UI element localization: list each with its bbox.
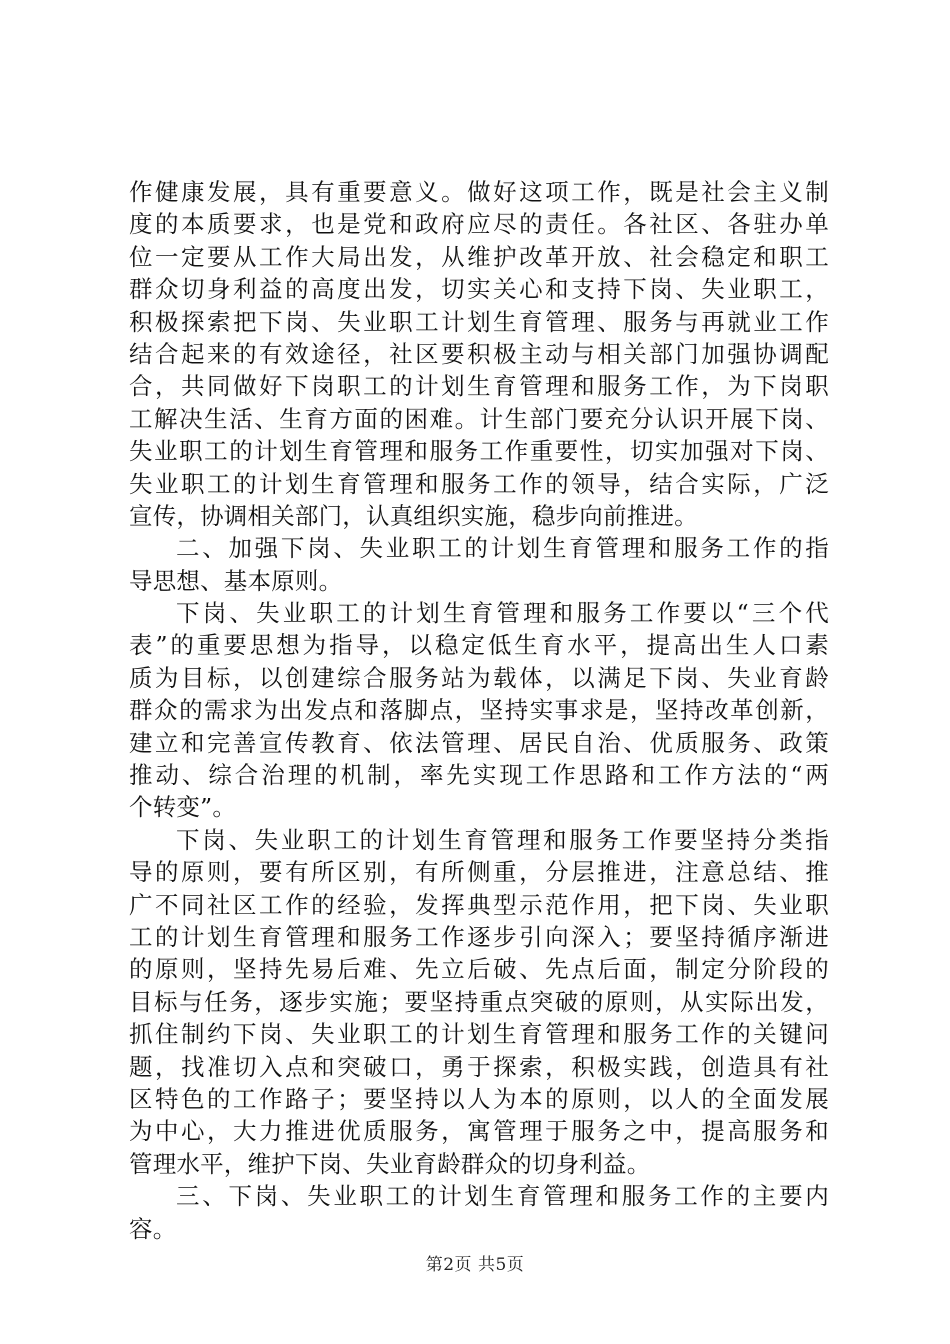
- document-body: [129, 176, 829, 1245]
- page-footer: 第2页 共5页: [425, 1255, 525, 1275]
- text-line: 积极探索把下岗、失业职工计划生育管理、服务与再就业工作: [129, 307, 829, 336]
- text-line: 表”的重要思想为指导，以稳定低生育水平，提高出生人口素: [129, 631, 829, 660]
- text-line: 失业职工的计划生育管理和服务工作的领导，结合实际，广泛: [129, 469, 829, 498]
- text-line: 的原则，坚持先易后难、先立后破、先点后面，制定分阶段的: [129, 955, 829, 984]
- text-line: 个转变”。: [129, 793, 237, 822]
- text-line: 结合起来的有效途径，社区要积极主动与相关部门加强协调配: [129, 339, 829, 368]
- text-line: 工解决生活、生育方面的困难。计生部门要充分认识开展下岗、: [129, 404, 829, 433]
- text-line: 抓住制约下岗、失业职工的计划生育管理和服务工作的关键问: [129, 1020, 829, 1049]
- text-line: 群众切身利益的高度出发，切实关心和支持下岗、失业职工，: [129, 275, 829, 304]
- text-line: 下岗、失业职工的计划生育管理和服务工作要以“三个代: [176, 599, 829, 628]
- text-line: 作健康发展，具有重要意义。做好这项工作，既是社会主义制: [129, 178, 829, 206]
- text-line: 推动、综合治理的机制，率先实现工作思路和工作方法的“两: [129, 761, 829, 790]
- paragraph: [129, 597, 829, 824]
- text-line: 下岗、失业职工的计划生育管理和服务工作要坚持分类指: [176, 825, 829, 854]
- text-line: 导思想、基本原则。: [129, 566, 343, 595]
- paragraph: [129, 532, 829, 597]
- text-line: 质为目标，以创建综合服务站为载体，以满足下岗、失业育龄: [129, 663, 829, 692]
- text-line: 区特色的工作路子；要坚持以人为本的原则，以人的全面发展: [129, 1084, 829, 1113]
- text-line: 群众的需求为出发点和落脚点，坚持实事求是，坚持改革创新，: [129, 696, 829, 725]
- text-line: 二、加强下岗、失业职工的计划生育管理和服务工作的指: [176, 534, 829, 563]
- text-line: 广不同社区工作的经验，发挥典型示范作用，把下岗、失业职: [129, 890, 829, 919]
- text-line: 管理水平，维护下岗、失业育龄群众的切身利益。: [129, 1149, 651, 1178]
- text-line: 宣传，协调相关部门，认真组织实施，稳步向前推进。: [129, 501, 698, 530]
- paragraph: [129, 176, 829, 532]
- text-line: 度的本质要求，也是党和政府应尽的责任。各社区、各驻办单: [129, 210, 829, 239]
- paragraph: [129, 1180, 829, 1245]
- text-line: 失业职工的计划生育管理和服务工作重要性，切实加强对下岗、: [129, 437, 829, 466]
- text-line: 合，共同做好下岗职工的计划生育管理和服务工作，为下岗职: [129, 372, 829, 401]
- text-line: 导的原则，要有所区别，有所侧重，分层推进，注意总结、推: [129, 858, 829, 887]
- text-line: 位一定要从工作大局出发，从维护改革开放、社会稳定和职工: [129, 242, 829, 271]
- text-line: 工的计划生育管理和服务工作逐步引向深入；要坚持循序渐进: [129, 922, 829, 951]
- text-line: 题，找准切入点和突破口，勇于探索，积极实践，创造具有社: [129, 1052, 829, 1081]
- text-line: 目标与任务，逐步实施；要坚持重点突破的原则，从实际出发，: [129, 987, 829, 1016]
- text-line: 容。: [129, 1214, 177, 1243]
- text-line: 三、下岗、失业职工的计划生育管理和服务工作的主要内: [176, 1182, 829, 1211]
- text-line: 为中心，大力推进优质服务，寓管理于服务之中，提高服务和: [129, 1117, 829, 1146]
- text-line: 建立和完善宣传教育、依法管理、居民自治、优质服务、政策: [129, 728, 829, 757]
- paragraph: [129, 824, 829, 1180]
